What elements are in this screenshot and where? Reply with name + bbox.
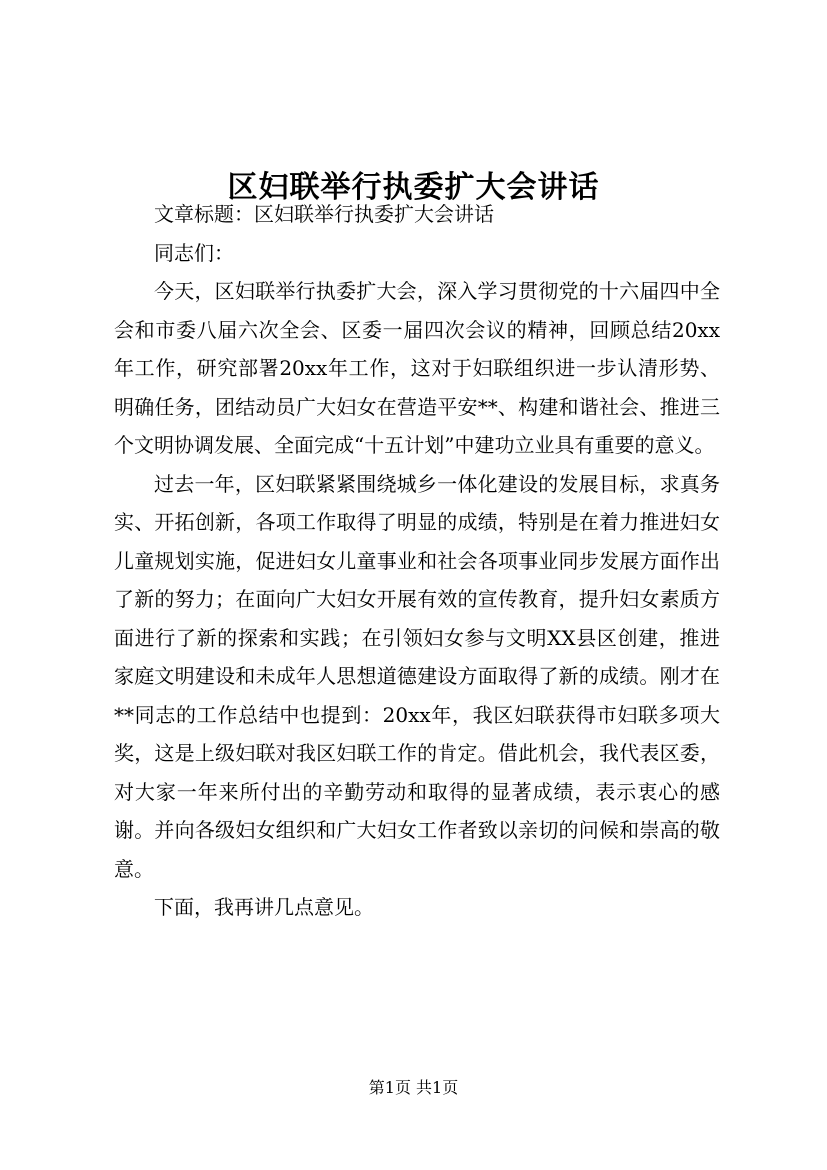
paragraph-review: 过去一年，区妇联紧紧围绕城乡一体化建设的发展目标，求真务实、开拓创新，各项工作取得了明显的成绩，特别是在着力推进妇女儿童规划实施，促进妇女儿童事业和社会各项事业同步发展方面作出了新的努力；在面向广大妇女开展有效的宣传教育，提升妇女素质方面进行了新的探索和实践；在引领妇女参与文明XX县区创建，推进家庭文明建设和未成年人思想道德建设方面取得了新的成绩。刚才在**同志的工作总结中也提到：20xx年，我区妇联获得市妇联多项大奖，这是上级妇联对我区妇联工作的肯定。借此机会，我代表区委，对大家一年来所付出的辛勤劳动和取得的显著成绩，表示衷心的感谢。并向各级妇女组织和广大妇女工作者致以亲切的问候和崇高的敬意。: [114, 471, 720, 881]
paragraph-next: 下面，我再讲几点意见。: [154, 895, 374, 919]
article-title-line: 文章标题：区妇联举行执委扩大会讲话: [154, 202, 494, 226]
document-title: 区妇联举行执委扩大会讲话: [227, 170, 600, 206]
document-body: [114, 195, 720, 927]
page-footer: [0, 1077, 827, 1099]
salutation: 同志们：: [154, 240, 234, 265]
paragraph-intro: 今天，区妇联举行执委扩大会，深入学习贯彻党的十六届四中全会和市委八届六次全会、区委一届四次会议的精神，回顾总结20xx年工作，研究部署20xx年工作，这对于妇联组织进一步认清形势、明确任务，团结动员广大妇女在营造平安**、构建和谐社会、推进三个文明协调发展、全面完成“十五计划”中建功立业具有重要的意义。: [114, 279, 720, 457]
page-number: 第1页 共1页: [368, 1078, 459, 1097]
